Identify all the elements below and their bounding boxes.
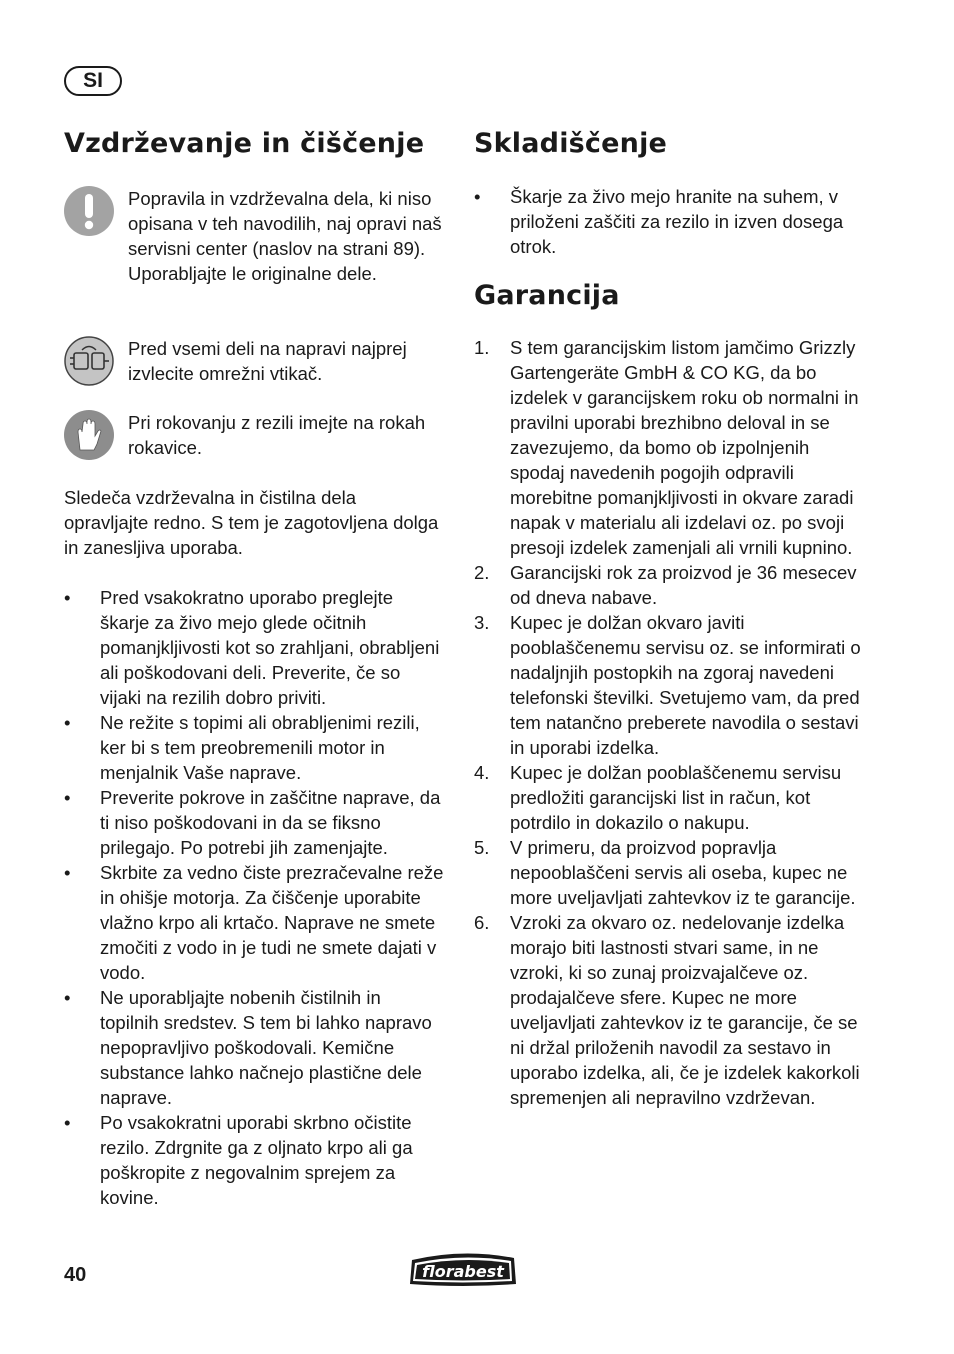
list-item: 1. S tem garancijskim listom jamčimo Grizzly Gartengeräte GmbH & CO KG, da bo izdelek v garancijskem roku ob normalni in pravilni uporabi brezhibno deloval in se zavezujemo, da bomo ob izpolnjenih spodaj navedenih pogojih odpravili morebitne pomanjkljivosti in okvare zaradi napak v materialu ali izdelavi oz. po svoji presoji izdelek zamenjali ali vrnili kupnino. — [474, 337, 859, 558]
notice-repairs — [64, 186, 444, 311]
item-number: 3. — [474, 612, 490, 633]
list-item: 2. Garancijski rok za proizvod je 36 mesecev od dneva nabave. — [474, 562, 857, 608]
list-item: 6. Vzroki za okvaro oz. nedelovanje izdelka morajo biti lastnosti stvari same, in ne vzroki, ki so zunaj proizvajalčeve oz. prodajalčeve sfere. Kupec ne more uveljavljati zahtevkov iz te garancije, če se ni držal priloženih navodil za sestavo in uporabo izdelka, ali, če je izdelek kakorkoli spremenjen ali nepravilno vzdrževan. — [474, 912, 860, 1108]
warning-exclamation-icon — [64, 186, 114, 236]
list-item: • Po vsakokratni uporabi skrbno očistite rezilo. Zdrgnite ga z oljnato krpo ali ga poškropite z negovalnim sprejem za kovine. — [64, 1112, 413, 1208]
list-item: • Ne režite s topimi ali obrabljenimi rezili, ker bi s tem preobremenili motor in menjalnik Vaše naprave. — [64, 712, 420, 783]
list-item: • Pred vsakokratno uporabo preglejte škarje za živo mejo glede očitnih pomanjkljivosti kot so zrahljani, obrabljeni ali poškodovani deli. Preverite, če so vijaki na rezilih dobro priviti. — [64, 587, 440, 708]
unplug-mains-icon — [64, 336, 114, 386]
notice-text: Popravila in vzdrževalna dela, ki niso opisana v teh navodilih, naj opravi naš servisni center (naslov na strani 89). Uporabljajte le originalne dele. — [128, 188, 442, 284]
bullet-marker: • — [64, 862, 71, 883]
storage-heading: Skladiščenje — [474, 128, 668, 159]
bullet-marker: • — [64, 987, 71, 1008]
list-item: • Škarje za živo mejo hranite na suhem, v priloženi zaščiti za rezilo in izven dosega otrok. — [474, 186, 844, 257]
bullet-marker: • — [474, 186, 481, 207]
item-number: 6. — [474, 912, 490, 933]
storage-bullet-list — [474, 184, 864, 259]
bullet-marker: • — [64, 712, 71, 733]
item-number: 5. — [474, 837, 490, 858]
bullet-marker: • — [64, 1112, 71, 1133]
florabest-logo — [406, 1246, 520, 1290]
bullet-marker: • — [64, 787, 71, 808]
item-number: 1. — [474, 337, 490, 358]
list-item: 4. Kupec je dolžan pooblaščenemu servisu predložiti garancijski list in račun, kot potrdilo in dokazilo o nakupu. — [474, 762, 842, 833]
warranty-numbered-list — [474, 335, 864, 1110]
maintenance-heading: Vzdrževanje in čiščenje — [64, 128, 425, 159]
language-badge: SI — [64, 66, 122, 96]
list-item: • Preverite pokrove in zaščitne naprave, da ti niso poškodovani in da se fiksno prilegajo. Po potrebi jih zamenjajte. — [64, 787, 441, 858]
logo-text: florabest — [422, 1262, 504, 1281]
notice-text: Pred vsemi deli na napravi najprej izvlecite omrežni vtikač. — [128, 338, 407, 384]
item-number: 4. — [474, 762, 490, 783]
item-number: 2. — [474, 562, 490, 583]
maintenance-bullet-list — [64, 585, 444, 1210]
bullet-marker: • — [64, 587, 71, 608]
notice-unplug — [64, 336, 444, 386]
page-number: 40 — [64, 1264, 87, 1286]
notice-gloves — [64, 410, 444, 460]
list-item: 3. Kupec je dolžan okvaro javiti pooblaščenemu servisu oz. se informirati o nadaljnjih postopkih na zgoraj navedeni telefonski številki. Svetujemo vam, da pred tem natančno preberete navodila o sestavi in uporabi izdelka. — [474, 612, 861, 758]
warranty-heading: Garancija — [474, 280, 620, 311]
list-item: • Ne uporabljajte nobenih čistilnih in topilnih sredstev. S tem bi lahko napravo nepopravljivo poškodovali. Kemične substance lahko načnejo plastične dele naprave. — [64, 987, 432, 1108]
maintenance-intro: Sledeča vzdrževalna in čistilna dela opravljajte redno. S tem je zagotovljena dolga in zanesljiva uporaba. — [64, 487, 439, 558]
notice-text: Pri rokovanju z rezili imejte na rokah rokavice. — [128, 412, 426, 458]
gloves-icon — [64, 410, 114, 460]
list-item: 5. V primeru, da proizvod popravlja nepooblaščeni servis ali oseba, kupec ne more uveljavljati zahtevkov iz te garancije. — [474, 837, 856, 908]
list-item: • Skrbite za vedno čiste prezračevalne reže in ohišje motorja. Za čiščenje uporabite vlažno krpo ali krtačo. Naprave ne smete zmočiti z vodo in je tudi ne smete dajati v vodo. — [64, 862, 444, 983]
